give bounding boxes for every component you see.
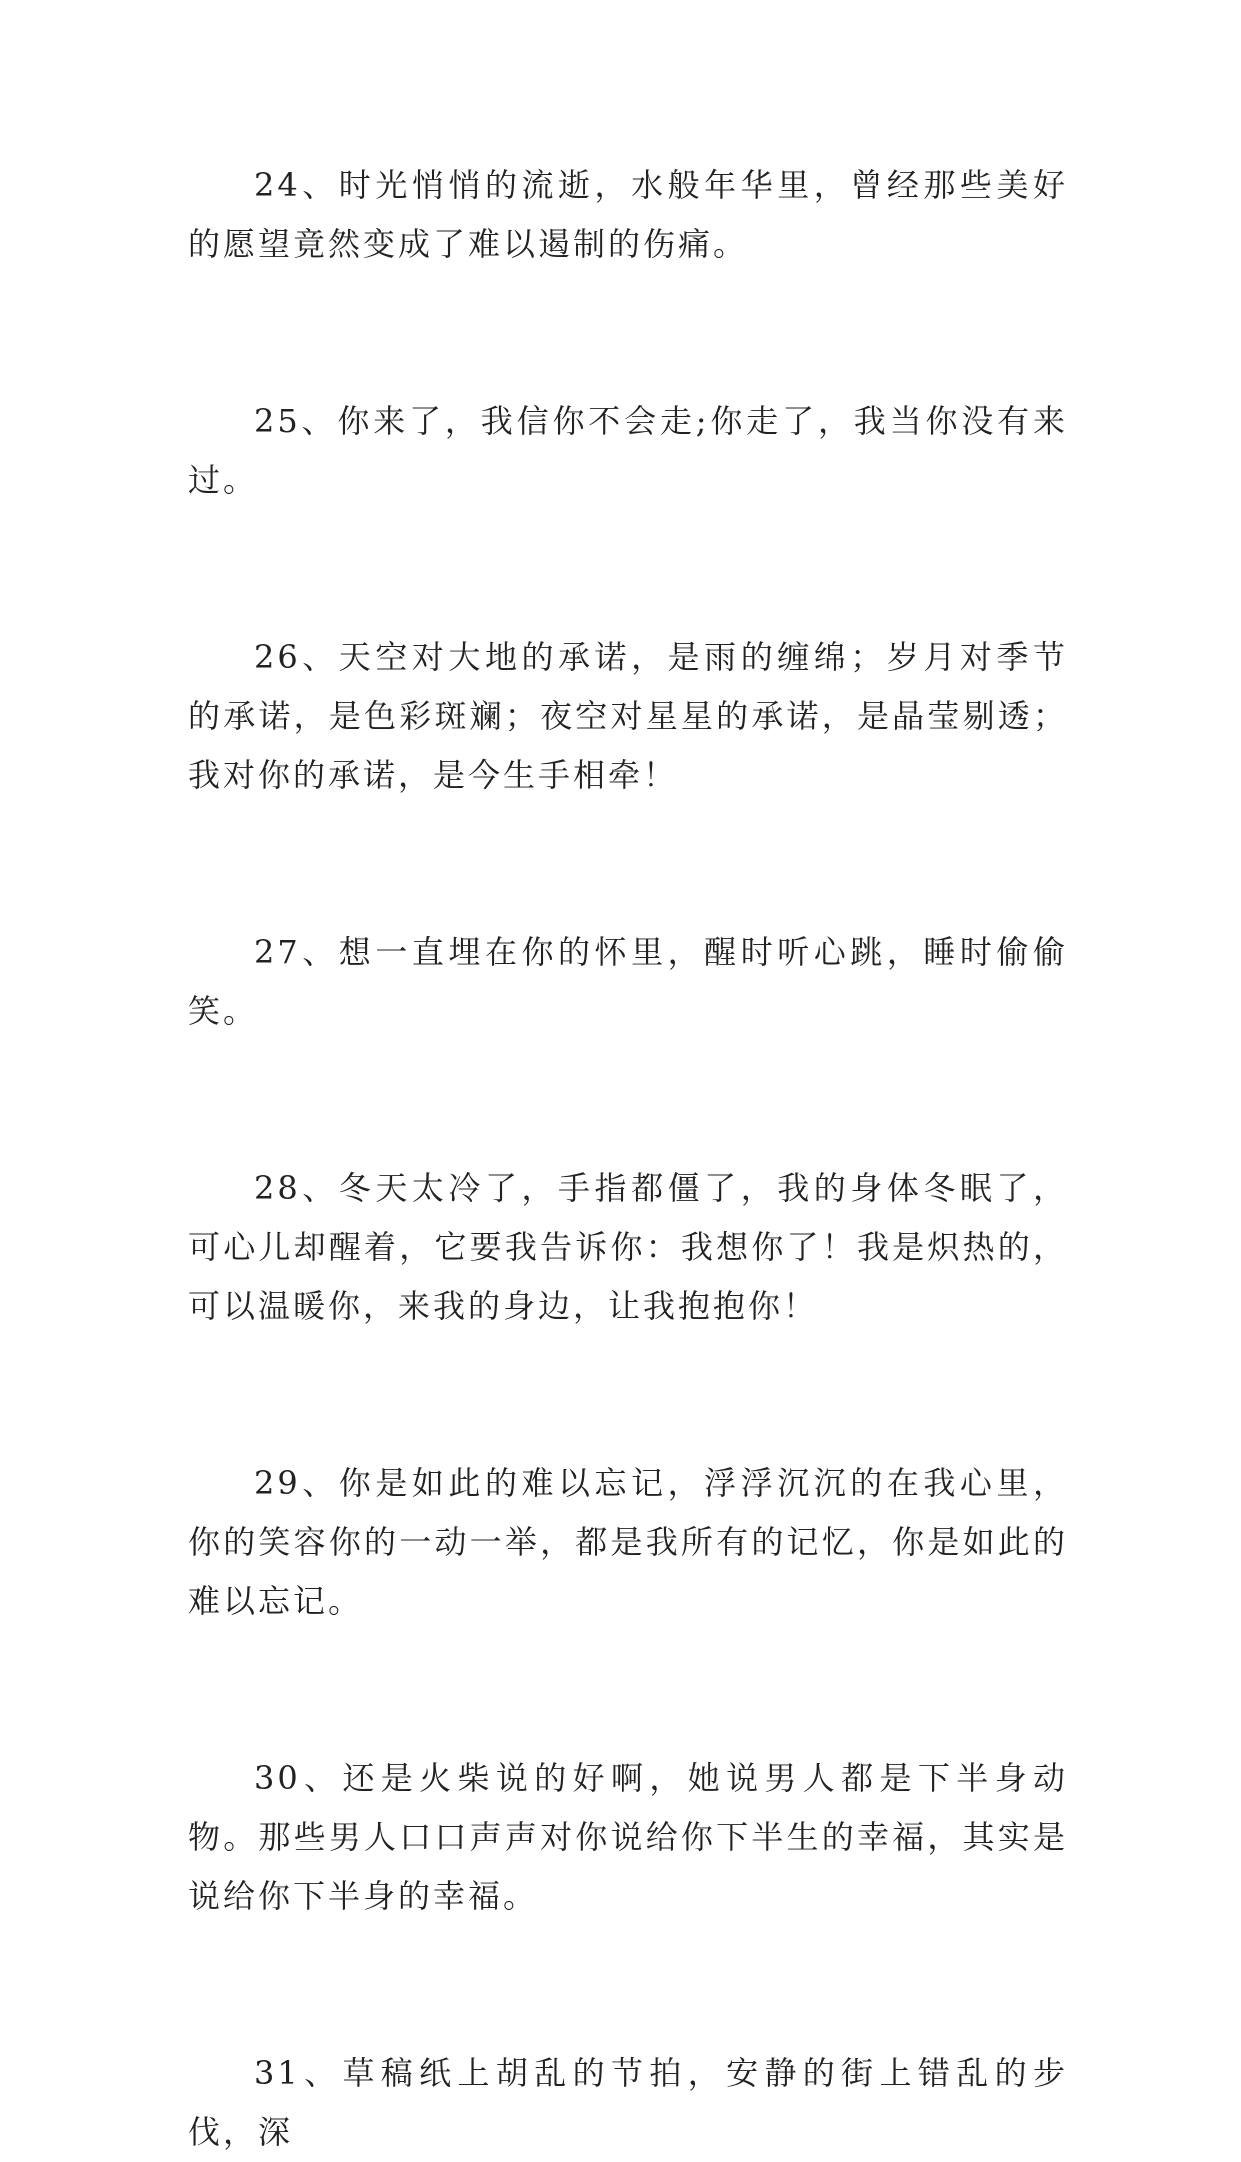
paragraph-27: 27、想一直埋在你的怀里，醒时听心跳，睡时偷偷笑。 bbox=[188, 933, 1068, 1030]
paragraph-28: 28、冬天太冷了，手指都僵了，我的身体冬眠了，可心儿却醒着，它要我告诉你：我想你了！我是炽热的，可以温暖你，来我的身边，让我抱抱你！ bbox=[188, 1169, 1068, 1325]
paragraph-31: 31、草稿纸上胡乱的节拍，安静的街上错乱的步伐，深 bbox=[188, 2054, 1068, 2151]
paragraph-24: 24、时光悄悄的流逝，水般年华里，曾经那些美好的愿望竟然变成了难以遏制的伤痛。 bbox=[188, 166, 1068, 263]
paragraph-30: 30、还是火柴说的好啊，她说男人都是下半身动物。那些男人口口声声对你说给你下半生的幸福，其实是说给你下半身的幸福。 bbox=[188, 1759, 1068, 1915]
paragraph-29: 29、你是如此的难以忘记，浮浮沉沉的在我心里，你的笑容你的一动一举，都是我所有的记忆，你是如此的难以忘记。 bbox=[188, 1464, 1068, 1620]
paragraph-26: 26、天空对大地的承诺，是雨的缠绵；岁月对季节的承诺，是色彩斑斓；夜空对星星的承诺，是晶莹剔透；我对你的承诺，是今生手相牵！ bbox=[188, 638, 1068, 794]
document-body bbox=[188, 156, 1068, 2162]
paragraph-25: 25、你来了，我信你不会走;你走了，我当你没有来过。 bbox=[188, 402, 1068, 499]
